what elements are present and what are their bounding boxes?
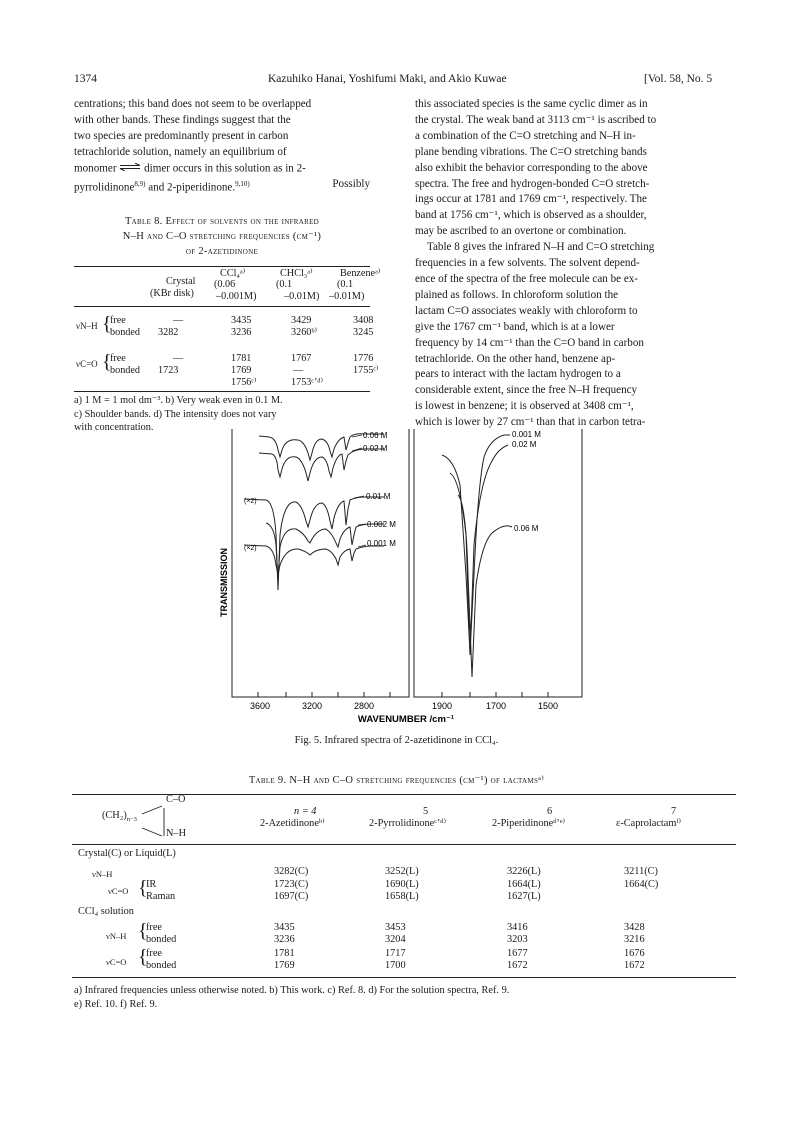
row-sublabel: bonded: [110, 327, 140, 338]
column-header: (KBr disk): [150, 288, 194, 299]
row-sublabel: IR: [146, 879, 157, 890]
structure-ch2-text: (CH₂): [102, 810, 127, 821]
row-sublabel: bonded: [146, 934, 177, 945]
table-cell: 1700: [385, 960, 406, 971]
column-header: (0.1: [337, 279, 354, 290]
column-header: (0.1: [276, 279, 293, 290]
column-header: Benzeneᵃ⁾: [340, 268, 381, 279]
table-cell: 3453: [385, 922, 406, 933]
spectrum-trace: [266, 523, 384, 580]
footnote-line: a) 1 M = 1 mol dm⁻³. b) Very weak even in 0.1 M.: [74, 395, 283, 406]
spectrum-trace: [244, 497, 384, 590]
column-header: –0.01M): [284, 291, 320, 302]
structure-nh: N–H: [166, 828, 187, 839]
table-cell: 3428: [624, 922, 645, 933]
text-line: frequencies in a few solvents. The solvent depend-: [415, 257, 640, 270]
figure5-spectra: [214, 425, 594, 725]
concentration-label: 0.02 M: [512, 440, 537, 449]
text-line: two species are predominantly present in carbon: [74, 129, 289, 142]
text-line: the crystal. The weak band at 3113 cm⁻¹ is ascribed to: [415, 113, 657, 126]
table-cell: 1717: [385, 948, 406, 959]
text-span: Possibly: [332, 178, 370, 191]
table-cell: 1697(C): [274, 891, 309, 902]
journal-volume: [Vol. 58, No. 5: [644, 73, 713, 85]
column-header: 7: [671, 806, 677, 817]
table-cell: 3211(C): [624, 866, 658, 877]
row-sublabel: bonded: [110, 365, 140, 376]
text-line: tetrachloride. On the other hand, benzene ap-: [415, 352, 616, 365]
section-heading: CCl₄ solution: [78, 906, 134, 917]
spectrum-trace: [442, 435, 510, 653]
equilibrium-arrow: [119, 161, 141, 177]
footnote-line: c) Shoulder bands. d) The intensity does not vary: [74, 408, 277, 420]
concentration-label: 0.001 M: [367, 539, 396, 548]
table-cell: 3435: [274, 922, 295, 933]
table-cell: 3252(L): [385, 866, 419, 877]
left-plot-frame: [232, 429, 409, 697]
table-cell: 1690(L): [385, 879, 419, 890]
table9-footnotes: [74, 984, 736, 1011]
table-rule: [74, 266, 370, 267]
concentration-label: 0.01 M: [366, 492, 391, 501]
table-cell: 1781: [231, 353, 252, 364]
caption-line: Table 8. Effect of solvents on the infrared: [124, 216, 320, 227]
text-span: dimer occurs in this solution as in 2-: [144, 162, 306, 175]
table-cell: 3204: [385, 934, 406, 945]
concentration-label: 0.06 M: [363, 431, 388, 440]
text-line: tetrachloride solution, namely an equilibrium of: [74, 145, 287, 158]
row-label: νC=O: [108, 886, 129, 896]
text-line: is lowest in benzene; it is observed at 3408 cm⁻¹,: [415, 400, 634, 413]
row-sublabel: Raman: [146, 891, 176, 902]
column-header: ε-Caprolactamᶠ⁾: [616, 818, 682, 829]
scale-mark: (×2): [244, 545, 257, 552]
x-tick-label: 3600: [249, 701, 271, 711]
section-heading: Crystal(C) or Liquid(L): [78, 848, 176, 859]
reference-mark: 9,10): [235, 180, 250, 189]
table-cell: 1672: [624, 960, 645, 971]
brace-glyph: {: [138, 920, 148, 942]
table-cell: 1627(L): [507, 891, 541, 902]
text-line: with other bands. These findings suggest that the: [74, 113, 291, 126]
x-axis-label: WAVENUMBER /cm⁻¹: [357, 714, 455, 725]
text-span: and 2-piperidinone.: [145, 181, 236, 194]
text-line: ence of the spectra of the free molecule can be ex-: [415, 272, 638, 285]
column-header: 5: [423, 806, 429, 817]
spectrum-trace: [244, 545, 384, 575]
table-cell: 3203: [507, 934, 528, 945]
table-cell: 3429: [291, 315, 312, 326]
table-rule: [74, 391, 370, 392]
text-line: a combination of the C=O stretching and N–H in-: [415, 129, 636, 142]
structure-ch2: [102, 810, 137, 826]
table-cell: 3260ᵇ⁾: [291, 327, 318, 338]
row-label: νN–H: [106, 931, 127, 941]
table-cell: 1658(L): [385, 891, 419, 902]
footnote-line: with concentration.: [74, 422, 154, 433]
table-cell: 3236: [231, 327, 252, 338]
text-line: also exhibit the behavior corresponding to the above: [415, 161, 648, 174]
text-line: ings occur at 1781 and 1769 cm⁻¹, respectively. The: [415, 193, 647, 206]
text-line: plane bending vibrations. The C=O stretching bands: [415, 145, 647, 158]
table-cell: 1756ᶜ⁾: [231, 377, 257, 388]
column-header: (0.06: [214, 279, 236, 290]
table8-caption: [74, 214, 370, 259]
table-cell: 3236: [274, 934, 295, 945]
text-line: frequency by 14 cm⁻¹ than the C=O band in carbon: [415, 336, 644, 349]
text-line: band at 1756 cm⁻¹, which is observed as a shoulder,: [415, 209, 647, 222]
brace-glyph: {: [138, 877, 148, 899]
column-header: Crystal: [166, 276, 196, 287]
row-sublabel: free: [146, 948, 162, 959]
table8: [74, 262, 381, 392]
table-cell: 1677: [507, 948, 528, 959]
table-cell: 3282: [158, 327, 179, 338]
text-line: pears to interact with the lactam hydrogen to a: [415, 368, 621, 381]
row-label-co: νC=O: [76, 359, 98, 369]
bond-line: [142, 828, 162, 836]
text-line: give the 1767 cm⁻¹ band, which is at a lower: [415, 320, 615, 333]
footnote-line: a) Infrared frequencies unless otherwise noted. b) This work. c) Ref. 8. d) For the solution spectra, Ref. 9.: [74, 985, 510, 996]
column-header: 6: [547, 806, 553, 817]
table-cell: 1723: [158, 365, 179, 376]
table-cell: 1781: [274, 948, 295, 959]
table-cell: 1672: [507, 960, 528, 971]
table-cell: 3408: [353, 315, 374, 326]
concentration-label: 0.06 M: [514, 524, 539, 533]
x-tick-label: 2800: [353, 701, 375, 711]
table-cell: 1676: [624, 948, 645, 959]
table-cell: 3226(L): [507, 866, 541, 877]
structure-subscript: n−3: [126, 816, 137, 824]
table-cell: 3416: [507, 922, 528, 933]
table-cell: 1769: [274, 960, 295, 971]
table-cell: 3216: [624, 934, 645, 945]
column-header: CCl₄ᵃ⁾: [220, 268, 246, 279]
row-sublabel: free: [110, 315, 126, 326]
text-line: centrations; this band does not seem to be overlapped: [74, 98, 312, 110]
column-header: –0.001M): [216, 291, 257, 302]
row-sublabel: free: [110, 353, 126, 364]
left-column-text: [74, 97, 370, 197]
figure5-caption: Fig. 5. Infrared spectra of 2-azetidinone in CCl₄.: [294, 735, 499, 746]
x-tick-label: 1900: [431, 701, 453, 711]
text-line: spectra. The free and hydrogen-bonded C=O stretch-: [415, 177, 650, 190]
caption-line: of 2-azetidinone: [185, 246, 259, 257]
text-line: plained as follows. In chloroform solution the: [415, 288, 619, 301]
text-line: [74, 177, 370, 197]
table-rule: [74, 306, 370, 307]
text-line: which is lower by 27 cm⁻¹ than that in carbon tetra-: [415, 416, 646, 429]
text-span: pyrrolidinone: [74, 181, 135, 194]
table-rule: [72, 977, 736, 978]
spectrum-trace: [259, 449, 384, 481]
column-header: 2-Azetidinoneᵇ⁾: [260, 818, 325, 829]
running-authors: Kazuhiko Hanai, Yoshifumi Maki, and Akio Kuwae: [268, 73, 507, 85]
structure-co: C–O: [166, 794, 186, 805]
table-cell: 1664(L): [507, 879, 541, 890]
text-line: lactam C=O associates weakly with chloroform to: [415, 304, 638, 317]
text-line: considerable extent, since the free N–H frequency: [415, 384, 638, 397]
text-line: may be ascribed to an overtone or combination.: [415, 225, 627, 238]
x-tick-label: 1700: [485, 701, 507, 711]
table9-caption: Table 9. N–H and C–O stretching frequencies (cm⁻¹) of lactamsᵃ⁾: [248, 775, 545, 786]
table-cell: —: [173, 353, 184, 364]
right-plot-frame: [414, 429, 582, 697]
column-header: CHCl₃ᵃ⁾: [280, 268, 313, 279]
row-label-nh: νN–H: [76, 321, 98, 331]
brace-glyph: {: [138, 946, 148, 968]
brace-glyph: {: [102, 351, 112, 373]
table-rule: [72, 844, 736, 845]
column-header: n = 4: [294, 806, 317, 817]
right-column-text: [415, 97, 735, 431]
page-number: 1374: [74, 73, 97, 85]
reference-mark: 8,9): [134, 180, 146, 189]
x-tick-label: 1500: [537, 701, 559, 711]
row-label: νC=O: [106, 957, 127, 967]
table-cell: 1755ᶜ⁾: [353, 365, 379, 376]
text-line: Table 8 gives the infrared N–H and C=O stretching: [427, 241, 655, 254]
column-header: 2-Pyrrolidinoneᶜ’ᵈ⁾: [369, 818, 447, 829]
table-cell: 3435: [231, 315, 252, 326]
caption-line: N–H and C–O stretching frequencies (cm⁻¹): [122, 231, 322, 242]
y-axis-label: TRANSMISSION: [219, 547, 229, 617]
text-line: this associated species is the same cyclic dimer as in: [415, 98, 648, 110]
table-cell: 1753ᶜ’ᵈ⁾: [291, 377, 324, 388]
table-cell: 3282(C): [274, 866, 309, 877]
concentration-label: 0.001 M: [512, 430, 541, 439]
footnote-line: e) Ref. 10. f) Ref. 9.: [74, 998, 158, 1010]
row-sublabel: bonded: [146, 960, 177, 971]
scale-mark: (×2): [244, 498, 257, 505]
table-cell: 1664(C): [624, 879, 659, 890]
table-cell: 3245: [353, 327, 374, 338]
column-header: –0.01M): [329, 291, 365, 302]
text-line: [74, 161, 370, 177]
column-header: 2-Piperidinoneᵈ’ᵉ⁾: [492, 818, 565, 829]
x-tick-label: 3200: [301, 701, 323, 711]
table-cell: 1776: [353, 353, 374, 364]
table-cell: 1767: [291, 353, 312, 364]
text-span: monomer: [74, 162, 117, 175]
table9: [72, 788, 736, 980]
table-cell: —: [293, 365, 304, 376]
bond-line: [142, 806, 162, 814]
table-cell: —: [173, 315, 184, 326]
row-label: νN–H: [92, 869, 113, 879]
table-cell: 1723(C): [274, 879, 309, 890]
table-cell: 1769: [231, 365, 252, 376]
concentration-label: 0.02 M: [363, 444, 388, 453]
brace-glyph: {: [102, 313, 112, 335]
concentration-label: 0.002 M: [367, 520, 396, 529]
row-sublabel: free: [146, 922, 162, 933]
spectrum-trace: [450, 445, 508, 655]
